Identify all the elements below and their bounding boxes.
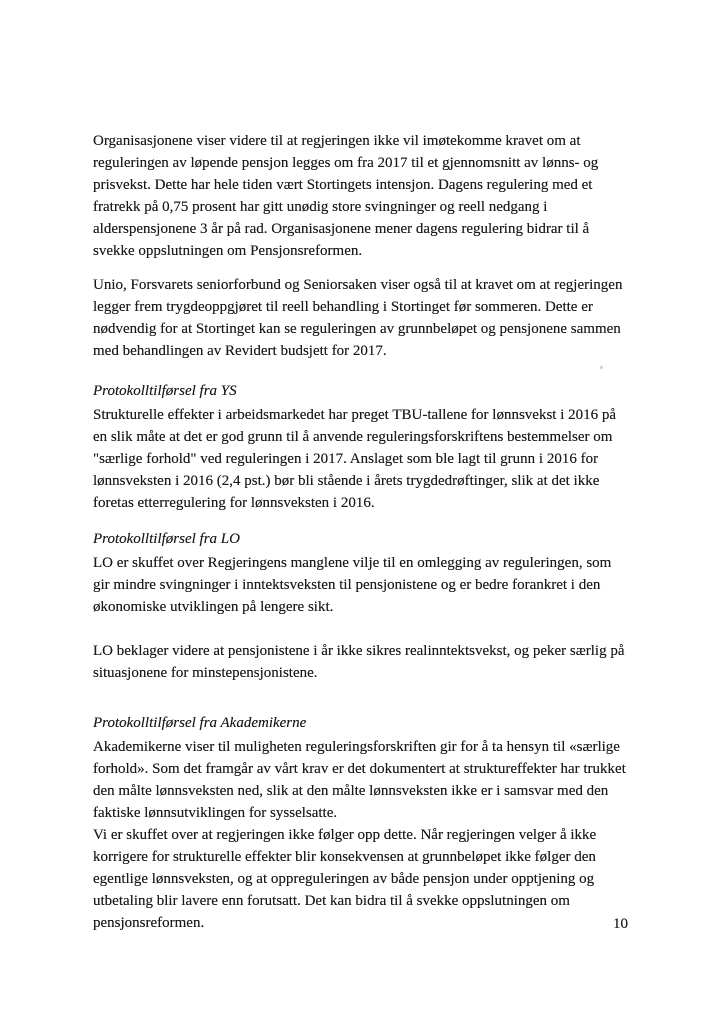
section-heading-lo: Protokolltilførsel fra LO	[93, 531, 240, 547]
paragraph-unio: Unio, Forsvarets seniorforbund og Seniorsaken viser også til at kravet om at regjeringen legger frem trygdeoppgjøret til reell behandling i Stortinget før sommeren. Dette er nødvendig for at Stortinget kan se reguleringen av grunnbeløpet og pensjonene sammen med behandlingen av Revidert budsjett for 2017.	[93, 277, 623, 359]
document-content	[93, 130, 630, 934]
paragraph-organisasjonene: Organisasjonene viser videre til at regjeringen ikke vil imøtekomme kravet om at reguleringen av løpende pensjon legges om fra 2017 til et gjennomsnitt av lønns- og prisvekst. Dette har hele tiden vært Stortingets intensjon. Dagens regulering med et fratrekk på 0,75 prosent har gitt unødig store svingninger og reell nedgang i alderspensjonene 3 år på rad. Organisasjonene mener dagens regulering bidrar til å svekke oppslutningen om Pensjonsreformen.	[93, 133, 599, 259]
paragraph-lo-2: LO beklager videre at pensjonistene i år ikke sikres realinntektsvekst, og peker særlig på situasjonene for minstepensjonistene.	[93, 643, 625, 681]
page-number: 10	[613, 916, 628, 932]
section-heading-akademikerne: Protokolltilførsel fra Akademikerne	[93, 715, 307, 731]
paragraph-ys: Strukturelle effekter i arbeidsmarkedet har preget TBU-tallene for lønnsvekst i 2016 på en slik måte at det er god grunn til å anvende reguleringsforskriftens bestemmelser om "særlige forhold" ved reguleringen i 2017. Anslaget som ble lagt til grunn i 2016 for lønnsveksten i 2016 (2,4 pst.) bør bli stående i årets trygdedrøftinger, slik at det ikke foretas etterregulering for lønnsveksten i 2016.	[93, 407, 617, 511]
paragraph-akademikerne-1: Akademikerne viser til muligheten reguleringsforskriften gir for å ta hensyn til «særlige forhold». Som det framgår av vårt krav er det dokumentert at struktureffekter har trukket den målte lønnsveksten ned, slik at den målte lønnsveksten ikke er i samsvar med den faktiske lønnsutviklingen for sysselsatte.	[93, 739, 626, 821]
scan-artifact	[600, 366, 603, 369]
paragraph-akademikerne-2: Vi er skuffet over at regjeringen ikke følger opp dette. Når regjeringen velger å ikke korrigere for strukturelle effekter blir konsekvensen at grunnbeløpet ikke følger den egentlige lønnsveksten, og at oppreguleringen av både pensjon under opptjening og utbetaling blir lavere enn forutsatt. Det kan bidra til å svekke oppslutningen om pensjonsreformen.	[93, 827, 597, 931]
section-heading-ys: Protokolltilførsel fra YS	[93, 383, 237, 399]
paragraph-lo-1: LO er skuffet over Regjeringens manglene vilje til en omlegging av reguleringen, som gir mindre svingninger i inntektsveksten til pensjonistene og er bedre forankret i den økonomiske utviklingen på lengere sikt.	[93, 555, 612, 615]
